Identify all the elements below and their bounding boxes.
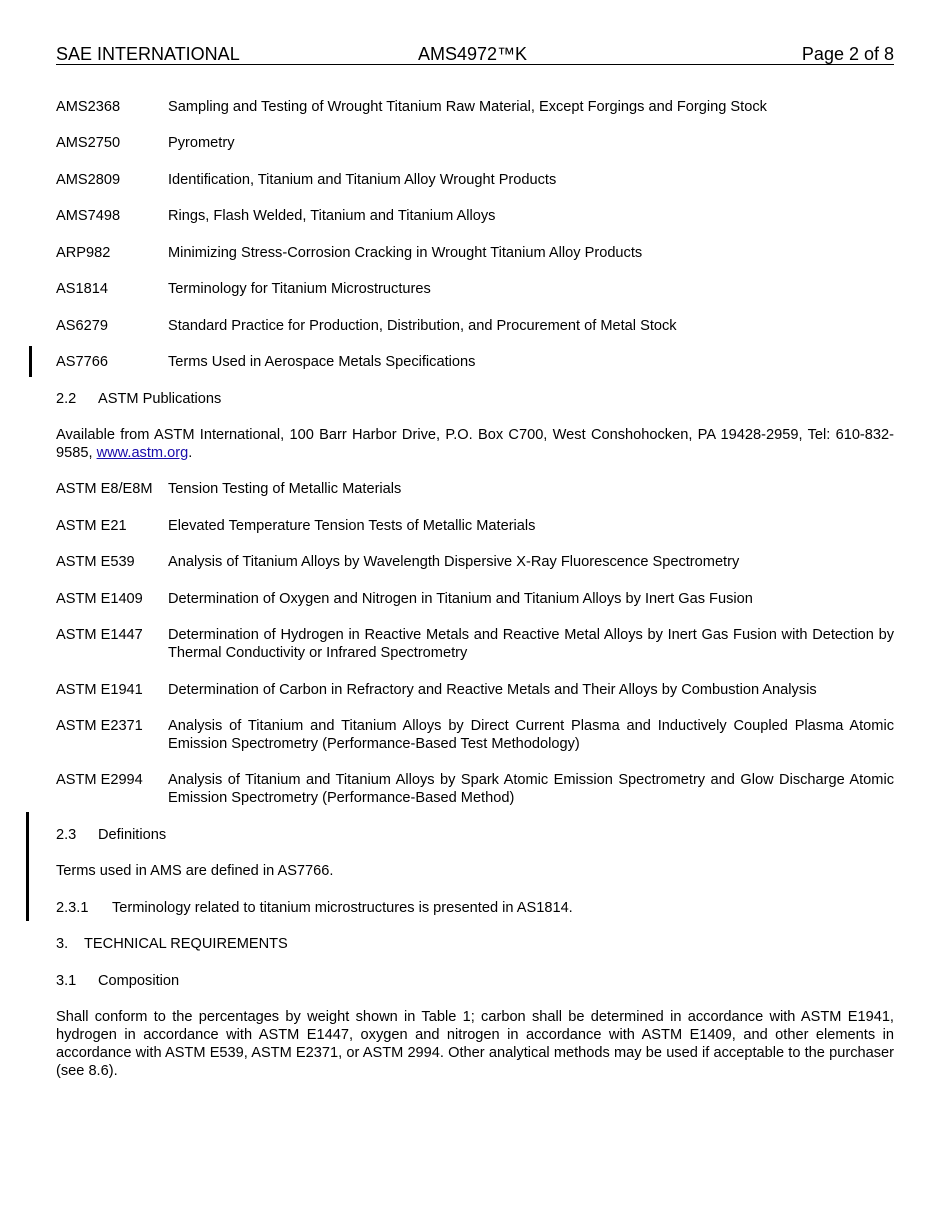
reference-title: Sampling and Testing of Wrought Titanium Raw Material, Except Forgings and Forging Stock xyxy=(168,99,767,115)
definitions-paragraph: Terms used in AMS are defined in AS7766. xyxy=(56,863,334,879)
section-number: 2.3.1 xyxy=(56,900,89,916)
reference-title: Standard Practice for Production, Distribution, and Procurement of Metal Stock xyxy=(168,318,677,334)
header-page-number: Page 2 of 8 xyxy=(801,44,894,64)
revision-change-bar xyxy=(26,812,29,921)
reference-title: Determination of Oxygen and Nitrogen in Titanium and Titanium Alloys by Inert Gas Fusion xyxy=(168,591,753,607)
reference-code: ASTM E21 xyxy=(56,518,127,534)
reference-code: AS7766 xyxy=(56,354,108,370)
section-number: 3. xyxy=(56,936,69,952)
reference-title: Determination of Carbon in Refractory and Reactive Metals and Their Alloys by Combustion Analysis xyxy=(168,682,817,698)
availability-text: Available from ASTM International, 100 Barr Harbor Drive, P.O. Box C700, West Conshohocken, PA 19428-2959, Tel: 610-832-9585, xyxy=(56,427,894,461)
reference-code: ASTM E1941 xyxy=(56,682,143,698)
section-title: Composition xyxy=(98,973,180,989)
section-title: ASTM Publications xyxy=(98,391,222,407)
reference-code: AS1814 xyxy=(56,281,108,297)
section-title: TECHNICAL REQUIREMENTS xyxy=(84,936,288,952)
astm-availability-paragraph xyxy=(56,426,894,462)
reference-code: ASTM E1409 xyxy=(56,591,143,607)
section-text: Terminology related to titanium microstructures is presented in AS1814. xyxy=(112,900,573,916)
section-number: 3.1 xyxy=(56,973,77,989)
reference-code: AMS2809 xyxy=(56,172,121,188)
revision-change-bar xyxy=(29,346,32,377)
reference-code: AMS7498 xyxy=(56,208,121,224)
reference-title: Analysis of Titanium Alloys by Wavelength Dispersive X-Ray Fluorescence Spectrometry xyxy=(168,554,740,570)
section-heading-3 xyxy=(56,935,288,953)
section-number: 2.3 xyxy=(56,827,77,843)
reference-code: AMS2368 xyxy=(56,99,121,115)
reference-title: Analysis of Titanium and Titanium Alloys by Spark Atomic Emission Spectrometry and Glow Discharge Atomic Emission Spectrometry (Performance-Based Method) xyxy=(168,772,894,806)
section-heading-3-1 xyxy=(56,972,179,990)
section-title: Definitions xyxy=(98,827,167,843)
reference-title: Terms Used in Aerospace Metals Specifications xyxy=(168,354,476,370)
section-heading-2-3 xyxy=(56,826,166,844)
reference-code: ASTM E8/E8M xyxy=(56,481,153,497)
page-header xyxy=(56,44,894,65)
reference-title: Elevated Temperature Tension Tests of Metallic Materials xyxy=(168,518,536,534)
astm-website-link[interactable]: www.astm.org xyxy=(96,445,189,461)
composition-paragraph: Shall conform to the percentages by weight shown in Table 1; carbon shall be determined in accordance with ASTM E1941, hydrogen in accordance with ASTM E1447, oxygen and nitrogen in accordance with ASTM E1409, and other elements in accordance with ASTM E539, ASTM E2371, or ASTM 2994. Other analytical methods may be used if acceptable to the purchaser (see 8.6). xyxy=(56,1009,894,1079)
reference-code: AS6279 xyxy=(56,318,108,334)
reference-code: ASTM E1447 xyxy=(56,627,143,643)
reference-title: Pyrometry xyxy=(168,135,235,151)
reference-code: ASTM E2371 xyxy=(56,718,143,734)
availability-trailing: . xyxy=(188,445,193,461)
reference-title: Minimizing Stress-Corrosion Cracking in Wrought Titanium Alloy Products xyxy=(168,245,643,261)
reference-title: Terminology for Titanium Microstructures xyxy=(168,281,431,297)
reference-title: Identification, Titanium and Titanium Alloy Wrought Products xyxy=(168,172,557,188)
section-heading-2-3-1 xyxy=(56,899,573,917)
reference-code: ARP982 xyxy=(56,245,111,261)
reference-title: Analysis of Titanium and Titanium Alloys by Direct Current Plasma and Inductively Coupled Plasma Atomic Emission Spectrometry (Performance-Based Test Methodology) xyxy=(168,718,894,752)
header-doc-id: AMS4972™K xyxy=(418,44,528,64)
reference-code: ASTM E2994 xyxy=(56,772,143,788)
section-heading-2-2 xyxy=(56,390,221,408)
reference-title: Rings, Flash Welded, Titanium and Titanium Alloys xyxy=(168,208,496,224)
reference-code: ASTM E539 xyxy=(56,554,135,570)
header-org: SAE INTERNATIONAL xyxy=(56,44,240,64)
reference-code: AMS2750 xyxy=(56,135,121,151)
reference-title: Determination of Hydrogen in Reactive Metals and Reactive Metal Alloys by Inert Gas Fusion with Detection by Thermal Conductivity or Infrared Spectrometry xyxy=(168,627,894,661)
reference-title: Tension Testing of Metallic Materials xyxy=(168,481,402,497)
section-number: 2.2 xyxy=(56,391,77,407)
